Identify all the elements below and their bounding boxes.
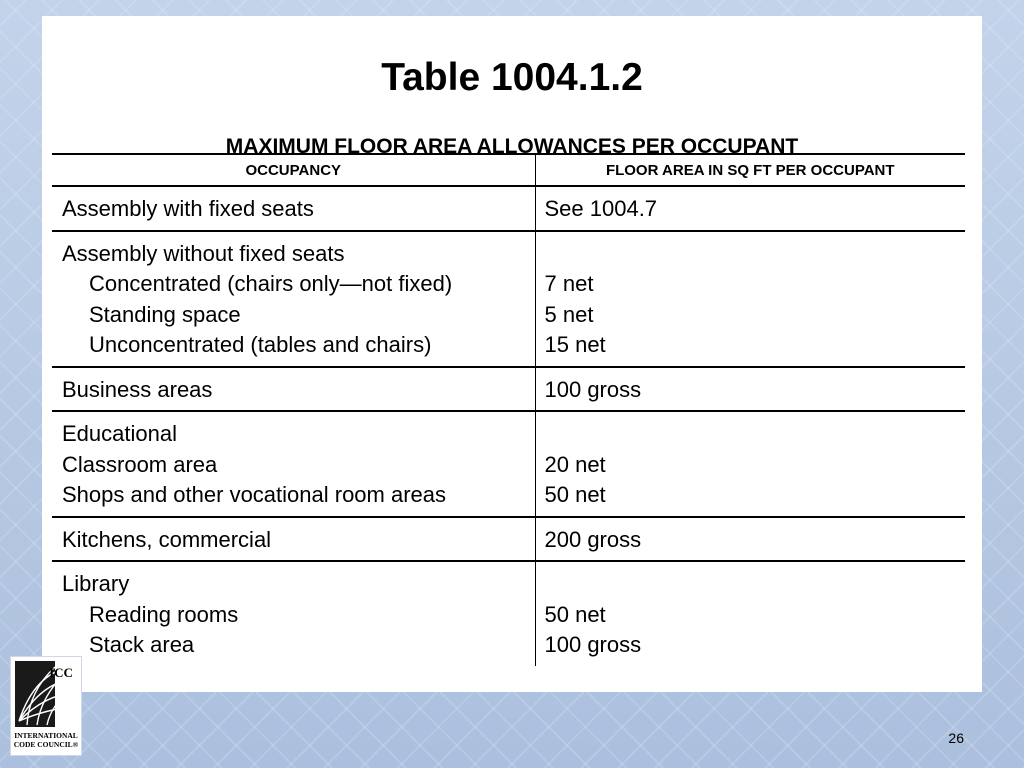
occupancy-line: Kitchens, commercial — [62, 526, 272, 552]
occupancy-cell — [52, 411, 535, 517]
occupancy-subline: Unconcentrated (tables and chairs) — [89, 332, 432, 357]
table-row — [52, 411, 965, 517]
table-row — [52, 561, 965, 666]
logo-abbr: ICC — [49, 665, 73, 680]
occupancy-subline: Reading rooms — [89, 601, 239, 627]
header-occupancy: OCCUPANCY — [52, 154, 535, 186]
logo-line-code-council: CODE COUNCIL® — [13, 740, 79, 749]
page-number: 26 — [948, 730, 964, 746]
table-row — [52, 367, 965, 412]
occupancy-line: Classroom area — [62, 451, 218, 477]
area-line: 100 gross — [544, 376, 642, 402]
occupancy-line: Library — [62, 571, 130, 596]
table-row — [52, 186, 965, 231]
occupancy-subline: Stack area — [89, 632, 195, 657]
area-line — [545, 569, 966, 600]
area-line: 200 gross — [544, 526, 642, 552]
occupancy-cell — [52, 367, 535, 412]
occupancy-line: Business areas — [62, 376, 213, 402]
area-line: 50 net — [544, 601, 606, 627]
icc-logo — [10, 656, 82, 756]
header-floor-area: FLOOR AREA IN SQ FT PER OCCUPANT — [535, 154, 965, 186]
area-cell — [535, 231, 965, 367]
occupancy-line: Assembly without fixed seats — [62, 240, 345, 266]
area-line: 7 net — [544, 271, 594, 296]
occupancy-table — [52, 153, 965, 666]
area-cell — [535, 561, 965, 666]
area-line — [545, 419, 966, 450]
occupancy-subline: Standing space — [89, 301, 241, 327]
area-cell — [535, 411, 965, 517]
occupancy-line: Assembly with fixed seats — [62, 196, 314, 221]
occupancy-cell — [52, 231, 535, 367]
globe-icon — [15, 661, 77, 727]
occupancy-cell — [52, 561, 535, 666]
occupancy-cell — [52, 517, 535, 562]
area-cell — [535, 367, 965, 412]
occupancy-cell — [52, 186, 535, 231]
area-cell — [535, 186, 965, 231]
area-line: 20 net — [544, 451, 606, 477]
area-line: 5 net — [544, 301, 594, 327]
table-caption: MAXIMUM FLOOR AREA ALLOWANCES PER OCCUPANT — [225, 135, 799, 158]
table-row — [52, 517, 965, 562]
occupancy-subline: Concentrated (chairs only—not fixed) — [89, 271, 453, 296]
occupancy-line: Educational — [62, 421, 177, 446]
logo-line-international: INTERNATIONAL — [14, 731, 78, 740]
occupancy-line: Shops and other vocational room areas — [62, 482, 447, 507]
table-header-row — [52, 154, 965, 186]
area-line: 50 net — [544, 482, 606, 507]
area-cell — [535, 517, 965, 562]
table-row — [52, 231, 965, 367]
slide-title: Table 1004.1.2 — [381, 56, 643, 99]
area-line: 15 net — [544, 332, 606, 357]
area-line — [545, 239, 966, 270]
area-line: 100 gross — [544, 632, 642, 657]
area-line: See 1004.7 — [544, 196, 658, 221]
